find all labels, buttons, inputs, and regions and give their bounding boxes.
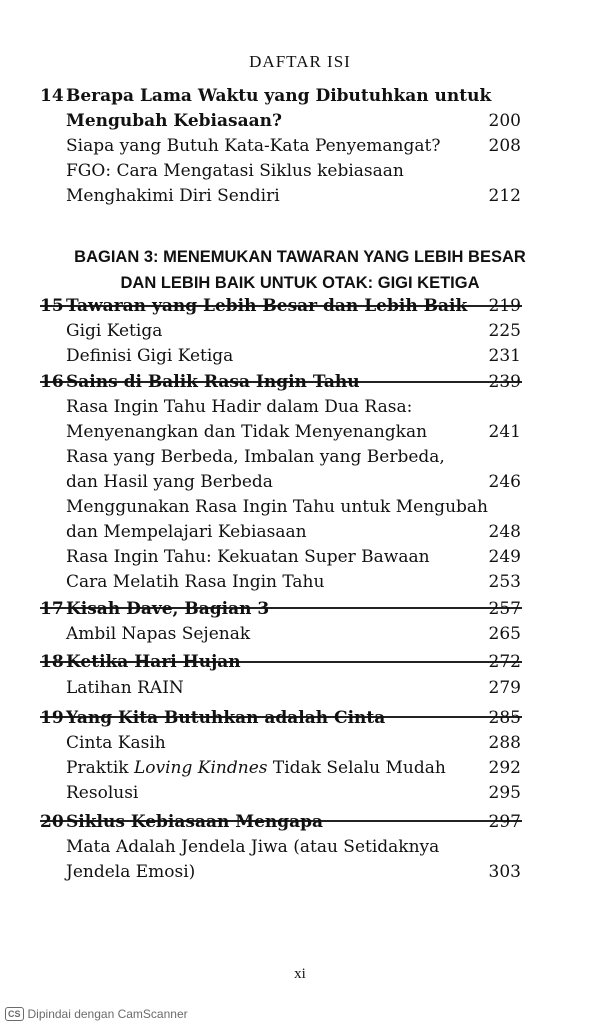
page-number: 295 (488, 783, 521, 803)
subsection-title: Cara Melatih Rasa Ingin Tahu (66, 572, 325, 592)
toc-entry (0, 756, 600, 781)
toc-entry (0, 470, 600, 495)
chapter-entry (0, 650, 600, 675)
page-number: 208 (488, 136, 521, 156)
toc-entry (0, 860, 600, 885)
chapter-number: 15 (40, 296, 64, 316)
chapter-title: Siklus Kebiasaan Mengapa (66, 812, 324, 832)
toc-entry (0, 545, 600, 570)
toc-entry (0, 159, 600, 184)
chapter-number: 19 (40, 708, 64, 728)
subsection-title: dan Mempelajari Kebiasaan (66, 522, 307, 542)
toc-entry (0, 520, 600, 545)
subsection-title: Rasa Ingin Tahu Hadir dalam Dua Rasa: (66, 397, 413, 417)
page-number: 285 (488, 708, 521, 728)
toc-entry (0, 622, 600, 647)
toc-entry (0, 184, 600, 209)
toc-entry (0, 344, 600, 369)
chapter-entry (0, 294, 600, 319)
chapter-number: 18 (40, 652, 64, 672)
toc-entry (0, 676, 600, 701)
chapter-entry (0, 84, 600, 109)
page-number: 253 (488, 572, 521, 592)
subsection-title: Resolusi (66, 783, 139, 803)
toc-entry (0, 495, 600, 520)
toc-entry (0, 570, 600, 595)
toc-entry (0, 395, 600, 420)
toc-entry (0, 319, 600, 344)
subsection-title: Cinta Kasih (66, 733, 166, 753)
page-number: 241 (488, 422, 521, 442)
chapter-number: 17 (40, 599, 64, 619)
subsection-title: Menyenangkan dan Tidak Menyenangkan (66, 422, 428, 442)
chapter-entry (0, 706, 600, 731)
page-number: 249 (488, 547, 521, 567)
chapter-entry (0, 597, 600, 622)
subsection-title: FGO: Cara Mengatasi Siklus kebiasaan (66, 161, 404, 181)
page-number: 272 (488, 652, 521, 672)
subsection-title: dan Hasil yang Berbeda (66, 472, 273, 492)
page-number: 225 (488, 321, 521, 341)
toc-entry (0, 781, 600, 806)
chapter-title: Tawaran yang Lebih Besar dan Lebih Baik (66, 296, 468, 316)
page-number: 212 (488, 186, 521, 206)
subsection-title: Menghakimi Diri Sendiri (66, 186, 280, 206)
page-number: 239 (488, 372, 521, 392)
toc-entry (0, 134, 600, 159)
watermark-text: Dipindai dengan CamScanner (27, 1007, 188, 1021)
subsection-title: Gigi Ketiga (66, 321, 163, 341)
toc-entry (0, 731, 600, 756)
page-number: 257 (488, 599, 521, 619)
page-number: 297 (488, 812, 521, 832)
page-number: 303 (488, 862, 521, 882)
chapter-number: 14 (40, 86, 64, 106)
chapter-number: 20 (40, 812, 64, 832)
chapter-title: Berapa Lama Waktu yang Dibutuhkan untuk (66, 86, 492, 106)
page-number: 200 (488, 111, 521, 131)
subsection-title: Ambil Napas Sejenak (66, 624, 251, 644)
chapter-title: Mengubah Kebiasaan? (66, 111, 282, 131)
part-heading: BAGIAN 3: MENEMUKAN TAWARAN YANG LEBIH BESAR (74, 248, 526, 266)
chapter-number: 16 (40, 372, 64, 392)
page-number: 292 (488, 758, 521, 778)
toc-entry (0, 109, 600, 134)
toc-entry (0, 420, 600, 445)
page-number: 231 (488, 346, 521, 366)
page-folio: xi (294, 966, 306, 982)
subsection-title: Praktik Loving Kindnes Tidak Selalu Mudah (66, 758, 446, 778)
subsection-title: Definisi Gigi Ketiga (66, 346, 234, 366)
page-number: 265 (488, 624, 521, 644)
subsection-title: Latihan RAIN (66, 678, 184, 698)
scanner-watermark (5, 1004, 188, 1024)
subsection-title: Siapa yang Butuh Kata-Kata Penyemangat? (66, 136, 441, 156)
part-heading: DAN LEBIH BAIK UNTUK OTAK: GIGI KETIGA (120, 274, 480, 292)
chapter-title: Kisah Dave, Bagian 3 (66, 599, 270, 619)
page-number: 279 (488, 678, 521, 698)
chapter-title: Yang Kita Butuhkan adalah Cinta (66, 708, 386, 728)
toc-entry (0, 835, 600, 860)
chapter-entry (0, 370, 600, 395)
subsection-title: Jendela Emosi) (66, 862, 196, 882)
subsection-title: Menggunakan Rasa Ingin Tahu untuk Mengubah (66, 497, 488, 517)
subsection-title: Rasa yang Berbeda, Imbalan yang Berbeda, (66, 447, 445, 467)
page-number: 219 (488, 296, 521, 316)
camscanner-logo-icon: CS (5, 1007, 24, 1021)
page-header: DAFTAR ISI (249, 52, 351, 71)
subsection-title: Rasa Ingin Tahu: Kekuatan Super Bawaan (66, 547, 430, 567)
toc-entry (0, 445, 600, 470)
chapter-entry (0, 810, 600, 835)
subsection-title: Mata Adalah Jendela Jiwa (atau Setidaknya (66, 837, 440, 857)
page-number: 246 (488, 472, 521, 492)
chapter-title: Ketika Hari Hujan (66, 652, 241, 672)
page-number: 248 (488, 522, 521, 542)
chapter-title: Sains di Balik Rasa Ingin Tahu (66, 372, 360, 392)
page-number: 288 (488, 733, 521, 753)
